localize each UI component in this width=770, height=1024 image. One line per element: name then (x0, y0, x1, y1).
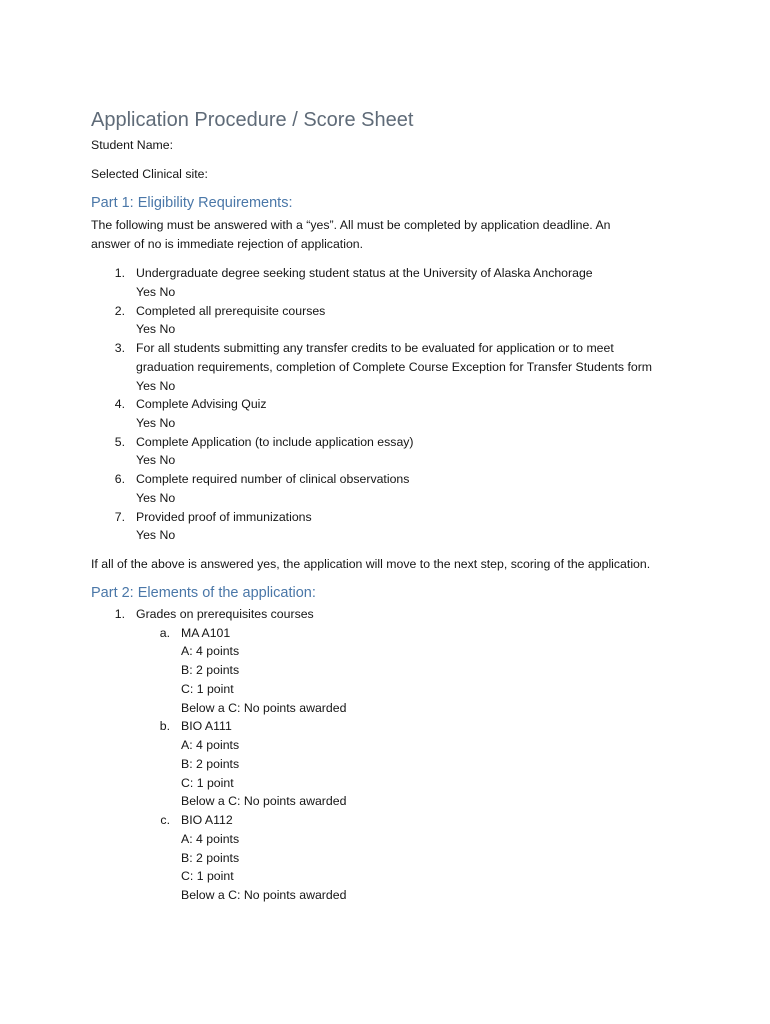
list-item-number: 1. (114, 266, 125, 280)
course-name: BIO A111 (181, 719, 232, 733)
course-letter: b. (159, 719, 170, 733)
list-item-number: 2. (114, 304, 125, 318)
grade-below-c: Below a C: No points awarded (181, 794, 347, 808)
grade-below-c: Below a C: No points awarded (181, 888, 347, 902)
grade-below-c: Below a C: No points awarded (181, 701, 347, 715)
list-item-answer: Yes No (136, 528, 176, 542)
course-name: BIO A112 (181, 813, 233, 827)
clinical-site-label: Selected Clinical site: (91, 167, 208, 181)
part1-closing: If all of the above is answered yes, the application will move to the next step, scoring of the application. (91, 557, 651, 571)
list-item-number: 1. (114, 607, 125, 621)
grade-a-points: A: 4 points (181, 644, 240, 658)
list-item-text: Completed all prerequisite courses (136, 304, 326, 318)
grade-c-points: C: 1 point (181, 682, 234, 696)
list-item-answer: Yes No (136, 453, 176, 467)
grade-a-points: A: 4 points (181, 738, 240, 752)
course-letter: a. (159, 626, 170, 640)
list-item-answer: Yes No (136, 379, 176, 393)
part1-intro-line2: answer of no is immediate rejection of application. (91, 237, 364, 251)
list-item-text: Grades on prerequisites courses (136, 607, 314, 621)
part2-heading: Part 2: Elements of the application: (91, 585, 316, 601)
list-item-text: Complete required number of clinical observations (136, 472, 410, 486)
list-item-number: 3. (114, 341, 125, 355)
list-item-text: Complete Application (to include application essay) (136, 435, 414, 449)
grade-c-points: C: 1 point (181, 869, 234, 883)
list-item-text: Undergraduate degree seeking student status at the University of Alaska Anchorage (136, 266, 593, 280)
list-item-text: Complete Advising Quiz (136, 397, 267, 411)
list-item-number: 5. (114, 435, 125, 449)
list-item-answer: Yes No (136, 322, 176, 336)
grade-a-points: A: 4 points (181, 832, 240, 846)
student-name-label: Student Name: (91, 138, 174, 152)
list-item-text: For all students submitting any transfer credits to be evaluated for application or to meet (136, 341, 614, 355)
grade-b-points: B: 2 points (181, 851, 240, 865)
grade-c-points: C: 1 point (181, 776, 234, 790)
list-item-answer: Yes No (136, 285, 176, 299)
list-item-text-continued: graduation requirements, completion of Complete Course Exception for Transfer Students form (136, 360, 653, 374)
list-item-number: 6. (114, 472, 125, 486)
list-item-answer: Yes No (136, 491, 176, 505)
page-title: Application Procedure / Score Sheet (91, 109, 414, 131)
course-name: MA A101 (181, 626, 231, 640)
list-item-answer: Yes No (136, 416, 176, 430)
list-item-number: 7. (114, 510, 125, 524)
part1-heading: Part 1: Eligibility Requirements: (91, 195, 293, 211)
part1-intro-line1: The following must be answered with a “yes”. All must be completed by application deadline. An (91, 218, 611, 232)
list-item-text: Provided proof of immunizations (136, 510, 312, 524)
grade-b-points: B: 2 points (181, 663, 240, 677)
grade-b-points: B: 2 points (181, 757, 240, 771)
list-item-number: 4. (114, 397, 125, 411)
course-letter: c. (160, 813, 170, 827)
